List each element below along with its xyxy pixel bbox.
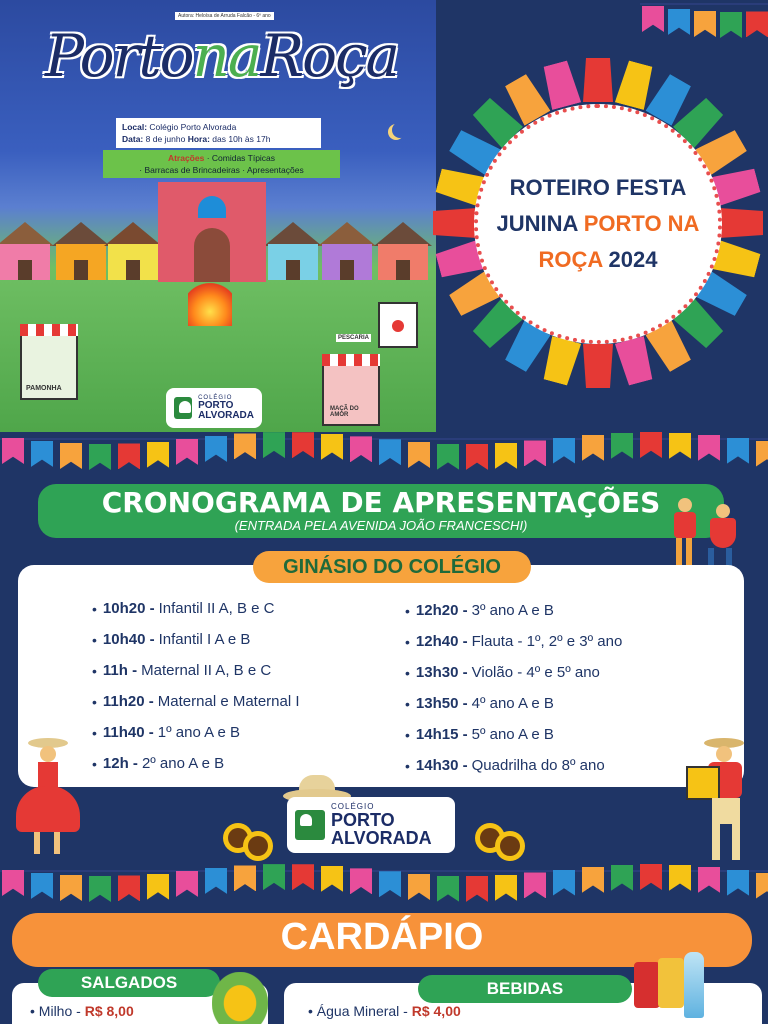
schedule-desc: 1º ano A e B xyxy=(157,724,241,741)
bunting-flag xyxy=(553,870,575,896)
sun-ray xyxy=(541,336,581,386)
bunting-flag xyxy=(582,867,604,893)
sun-ray xyxy=(541,60,581,110)
event-poster xyxy=(0,0,436,432)
corn-icon xyxy=(212,972,268,1024)
bunting-flag xyxy=(147,874,169,900)
bunting-flag xyxy=(756,441,768,467)
fishing-sign: PESCARIA xyxy=(338,335,370,341)
schedule-header xyxy=(38,484,724,538)
bunting-flag xyxy=(31,441,53,467)
sunflower-icon xyxy=(248,836,268,856)
schedule-title: CRONOGRAMA DE APRESENTAÇÕES xyxy=(101,486,661,519)
sun-ray xyxy=(719,208,763,238)
schedule-item xyxy=(92,655,300,686)
poster-logo: COLÉGIO PORTO ALVORADA xyxy=(166,388,262,428)
bunting-flag xyxy=(176,439,198,465)
venue-pill: GINÁSIO DO COLÉGIO xyxy=(253,551,531,583)
bunting-flag xyxy=(466,876,488,902)
schedule-time: • 12h40 - xyxy=(415,633,468,650)
bunting-flag xyxy=(321,434,343,460)
menu-title: CARDÁPIO xyxy=(280,916,484,958)
bunting-flag xyxy=(437,444,459,470)
bunting-flag xyxy=(234,865,256,891)
bunting-flag xyxy=(408,874,430,900)
schedule-item xyxy=(405,688,622,719)
bunting-flag xyxy=(147,442,169,468)
poster-byline: Autora: Heloísa de Arruda Falcão - 6º ano xyxy=(175,12,274,20)
bebidas-label: BEBIDAS xyxy=(418,975,632,1003)
schedule-time: • 14h30 - xyxy=(415,757,468,774)
schedule-time: • 12h20 - xyxy=(415,602,468,619)
schedule-item xyxy=(405,595,622,626)
tree-logo-icon xyxy=(174,397,192,419)
schedule-list-left xyxy=(92,593,300,779)
schedule-time: • 14h15 - xyxy=(415,726,468,743)
schedule-time: • 10h40 - xyxy=(102,631,155,648)
schedule-time: • 12h - xyxy=(102,755,138,772)
sunflower-icon xyxy=(228,828,248,848)
schedule-panel xyxy=(18,565,744,787)
bunting-flag xyxy=(524,440,546,466)
bunting-flag xyxy=(611,433,633,459)
bunting-flag xyxy=(2,438,24,464)
bunting-flag xyxy=(350,868,372,894)
bunting-flag xyxy=(89,876,111,902)
bunting-flag xyxy=(321,866,343,892)
schedule-desc: 2º ano A e B xyxy=(141,755,225,772)
moon-icon xyxy=(392,122,408,138)
bunting-flag xyxy=(408,442,430,468)
dancing-couple-illustration xyxy=(668,494,748,576)
bunting-flag xyxy=(640,432,662,458)
schedule-desc: 3º ano A e B xyxy=(471,602,554,619)
bunting-flag xyxy=(746,11,768,37)
water-bottle-icon xyxy=(684,952,704,1018)
bunting-flag xyxy=(263,432,285,458)
sun-ray xyxy=(583,344,613,388)
soda-can-icon xyxy=(634,962,660,1008)
bunting-flag xyxy=(669,865,691,891)
schedule-time: • 13h30 - xyxy=(415,664,468,681)
bunting-flag xyxy=(437,876,459,902)
schedule-time: • 11h40 - xyxy=(102,724,154,741)
bunting-flag xyxy=(698,867,720,893)
sun-ray xyxy=(583,58,613,102)
bunting-flag xyxy=(466,444,488,470)
schedule-desc: Maternal e Maternal I xyxy=(157,693,300,710)
bunting-flag xyxy=(379,439,401,465)
apple-stall: MAÇÃ DO AMOR xyxy=(322,360,380,426)
schedule-item xyxy=(405,750,622,781)
sun-ray xyxy=(433,208,477,238)
bunting-flag xyxy=(205,436,227,462)
bunting-row-1 xyxy=(0,432,768,472)
poster-attractions: Atrações · Comidas Típicas · Barracas de Brincadeiras · Apresentações xyxy=(103,150,340,178)
salgados-label: SALGADOS xyxy=(38,969,220,997)
schedule-time: • 10h20 - xyxy=(102,600,155,617)
bunting-flag xyxy=(176,871,198,897)
menu-header xyxy=(12,913,752,967)
schedule-item xyxy=(92,593,300,624)
sun-ray xyxy=(615,60,655,110)
schedule-item xyxy=(405,719,622,750)
schedule-desc: 5º ano A e B xyxy=(471,726,554,743)
bunting-flag xyxy=(60,443,82,469)
soda-can-icon xyxy=(658,958,684,1008)
bunting-flag xyxy=(756,873,768,899)
schedule-desc: Flauta - 1º, 2º e 3º ano xyxy=(471,633,623,650)
bunting-flag xyxy=(263,864,285,890)
bunting-flag xyxy=(668,9,690,35)
sunflower-icon xyxy=(480,828,500,848)
title-badge: ROTEIRO FESTA JUNINA PORTO NA ROÇA 2024 xyxy=(438,58,758,388)
sun-ray xyxy=(615,336,655,386)
schedule-item xyxy=(405,657,622,688)
bunting-flag xyxy=(727,438,749,464)
schedule-desc: Infantil II A, B e C xyxy=(158,600,275,617)
schedule-item xyxy=(92,748,300,779)
bunting-flag xyxy=(694,11,716,37)
poster-info: Local: Colégio Porto Alvorada Data: 8 de junho Hora: das 10h às 17h xyxy=(116,118,321,148)
bunting-flag xyxy=(720,12,742,38)
bunting-flag xyxy=(553,438,575,464)
schedule-item xyxy=(92,686,300,717)
bunting-flag xyxy=(495,875,517,901)
bunting-flag xyxy=(292,432,314,458)
bunting-flag xyxy=(89,444,111,470)
bunting-flag xyxy=(118,443,140,469)
bunting-flag xyxy=(2,870,24,896)
bunting-flag xyxy=(350,436,372,462)
schedule-time: • 11h20 - xyxy=(102,693,154,710)
bunting-flag xyxy=(31,873,53,899)
bunting-flag xyxy=(292,864,314,890)
bunting-top-right xyxy=(640,0,768,40)
church-illustration xyxy=(158,182,266,282)
bunting-flag xyxy=(205,868,227,894)
clown-illustration xyxy=(378,302,418,348)
bunting-flag xyxy=(642,6,664,32)
bunting-flag xyxy=(495,443,517,469)
menu-item: • Água Mineral - R$ 4,00 xyxy=(308,1003,461,1019)
bunting-flag xyxy=(524,872,546,898)
pamonha-stall: PAMONHA xyxy=(20,330,78,400)
tree-logo-icon xyxy=(295,810,325,840)
schedule-time: • 13h50 - xyxy=(415,695,468,712)
schedule-list-right xyxy=(405,595,622,781)
girl-dancer-illustration xyxy=(14,738,80,860)
schedule-desc: Violão - 4º e 5º ano xyxy=(471,664,600,681)
bunting-row-2 xyxy=(0,864,768,904)
bunting-flag xyxy=(118,875,140,901)
schedule-desc: Infantil I A e B xyxy=(158,631,251,648)
bunting-flag xyxy=(60,875,82,901)
bunting-flag xyxy=(698,435,720,461)
bonfire-icon xyxy=(188,278,232,326)
school-logo: COLÉGIO PORTO ALVORADA xyxy=(287,797,455,853)
sunflower-icon xyxy=(500,836,520,856)
bunting-flag xyxy=(640,864,662,890)
schedule-item xyxy=(92,717,300,748)
schedule-item xyxy=(405,626,622,657)
menu-item: • Milho - R$ 8,00 xyxy=(30,1003,134,1019)
bunting-flag xyxy=(234,433,256,459)
schedule-time: • 11h - xyxy=(102,662,138,679)
accordion-player-illustration xyxy=(682,738,758,864)
bunting-flag xyxy=(582,435,604,461)
bunting-flag xyxy=(669,433,691,459)
schedule-desc: 4º ano A e B xyxy=(471,695,554,712)
schedule-desc: Maternal II A, B e C xyxy=(141,662,272,679)
bunting-flag xyxy=(611,865,633,891)
schedule-desc: Quadrilha do 8º ano xyxy=(471,757,605,774)
bunting-flag xyxy=(379,871,401,897)
schedule-subtitle: (ENTRADA PELA AVENIDA JOÃO FRANCESCHI) xyxy=(234,518,528,533)
schedule-item xyxy=(92,624,300,655)
bunting-flag xyxy=(727,870,749,896)
poster-title: PortonaRoça xyxy=(45,22,399,90)
